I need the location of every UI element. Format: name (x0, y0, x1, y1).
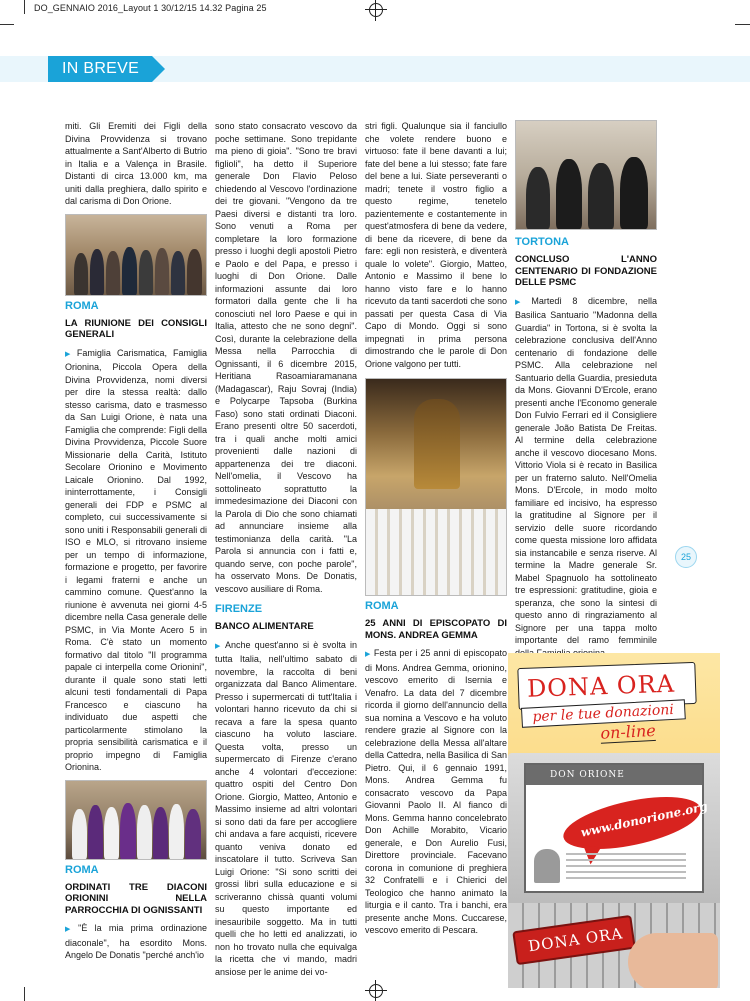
section-banner-label: IN BREVE (62, 60, 140, 77)
registration-mark-bottom (369, 984, 383, 998)
article5-location-tag: TORTONA (515, 236, 569, 248)
column-2 (215, 120, 357, 978)
crop-mark (735, 24, 750, 25)
article3-body: Anche quest'anno si è svolta in tutta Italia, nell'ultimo sabato di novembre, la raccolta di beni organizzata dal Banco Alimentare. Presso i supermercati di tutt'Italia i volontari hanno ricevuto da chi si recava a fare la spesa quanto ciascuno ha voluto lasciare. Questa volta, presso un supermercato di Firenze c'erano anche 4 volontari d'eccezione: quattro ospiti del Centro Don Orione. Giorgio, Matteo, Antonio e Massimo insieme ad altri volontari si sono dati da fare per accogliere chi andava a fare acquisti, ricevere quanto veniva donato ed inscatolare il tutto. Scriveva San Luigi Orione: "Si sono scritti dei grossi libri sulla educazione e si scriveranno chissà quanti volumi su questo importante ed inesauribile soggetto. Ma in tutti quelli che ho letti ed analizzati, io non ho trovato nulla che equivalga la ricetta che vi mando, madri ansiose per le anime dei vo- (215, 639, 357, 977)
bullet-icon: ▶ (515, 298, 529, 306)
advert-url: www.donorione.org (579, 799, 709, 840)
advert-subtitle-line1: per le tue donazioni (521, 699, 685, 728)
bullet-icon: ▶ (65, 350, 74, 358)
article3-headline: BANCO ALIMENTARE (215, 621, 314, 632)
article3-location-tag: FIRENZE (215, 603, 263, 615)
laptop-screen (524, 763, 709, 893)
donate-key[interactable] (512, 915, 636, 965)
advert-title: DONA ORA (526, 669, 676, 703)
hand-pressing-key (628, 933, 718, 988)
bullet-icon: ▶ (215, 642, 223, 650)
crop-mark (0, 24, 14, 25)
crop-mark (24, 987, 25, 1001)
advert-subtitle-line2: on-line (599, 720, 657, 743)
page-number: 25 (675, 546, 697, 568)
crop-mark (24, 0, 25, 14)
article4-body: Festa per i 25 anni di episcopato di Mons. Andrea Gemma, orionino, vescovo emerito di Isernia e Venafro. La data del 7 dicembre ricorda il giorno dell'annuncio della sua nomina a Vescovo e ha voluto rendere grazie al Signore con la celebrazione della Messa all'altare della Cattedra, nella Basilica di San Pietro. Qui, il 6 gennaio 1991, Mons. Andrea Gemma fu consacrato vescovo da Papa Giovanni Paolo II. Al fianco di Mons. Gemma hanno concelebrato Don Achille Morabito, Vicario generale, e Don Aurelio Fusi, Direttore provinciale. Facevano corona in comunione di preghiera 32 Confratelli e i Chierici del Teologico che hanno animato la liturgia e il canto. Tra i banchi, era presente anche Mons. Cuccarese, vescovo emerito di Pescara. (365, 648, 507, 935)
article2-location-tag: ROMA (65, 863, 99, 876)
photo-council-group (65, 214, 207, 296)
photo-deacons-ordination (65, 780, 207, 860)
col1-intro-text: miti. Gli Eremiti dei Figli della Divina Provvidenza si trovano attualmente a Sant'Alberto di Butrio in Italia e a Valença in Brasile. Distanti di circa 13.000 km, ma uniti dalla preghiera, dallo spirito e dal carisma di Don Orione. (65, 121, 207, 206)
donate-key-label: DONA ORA (527, 924, 625, 956)
column-1 (65, 120, 207, 962)
column-3 (365, 120, 507, 937)
url-speech-bubble (559, 787, 709, 859)
article1-body: Famiglia Carismatica, Famiglia Orionina, Piccola Opera della Divina Provvidenza, nomi diversi per dire la stessa realtà: dallo stesso carisma, dato e trasmesso da San Luigi Orione, è nata una Famiglia che comprende: Figli della Divina Provvidenza, Piccole Suore Missionarie della Carità, Istituto Secolare Orionino e Movimento Laicale Orionino. Dal 1992, ininterrottamente, i Consigli generali dei FDP e PSMC al completo, cui successivamente si sono uniti i Responsabili generali di ISO e MLO, si ritrovano insieme per un tempo di informazione, formazione e progetto, per favorire i legami fraterni e anche un cammino comune. Quest'anno la riunione è avvenuta nei giorni 4-5 dicembre nella Casa generale delle PSMC, in Via Monte Acero 5 in Roma. C'è stato un momento formativo dal titolo "Il programma papale ci interpella come Orionini", durante il quale sono stati letti alcuni testi fondamentali di Papa Francesco e ciascuno ha individuato due aspetti che particolarmente stimolano la propria sensibilità carismatica e il proprio impegno di Famiglia Orionina. (65, 347, 208, 772)
bullet-icon: ▶ (365, 651, 371, 658)
col3-continuation-text: stri figli. Qualunque sia il fanciullo che volete rendere buono e virtuoso: fate il bene davanti a lui; fate del bene a lui stesso; fate fare del bene a lui. Siate perseveranti o madri; tenete il vostro figlio a questo regime, tenetelo pazientemente e costantemente in quest'atmosfera di bene da vedere, di bene da ricevere, di bene da fare: egli non resisterà, e diventerà quale lo volete". Giorgio, Matteo, Antonio e Massimo il bene lo hanno visto fare e lo hanno ricevuto da tanti sacerdoti che sono passati per questa Casa di Via Capo di Mondo. Oggi si sono impegnati in prima persona dimostrando che le parole di Don Orione valgono per tutti. (365, 121, 507, 369)
text-lines (566, 853, 686, 883)
photo-tortona-clergy (515, 120, 657, 230)
laptop-illustration (508, 753, 720, 988)
donation-advert[interactable] (508, 653, 720, 988)
column-4 (515, 120, 657, 659)
website-logo: DON ORIONE (550, 770, 625, 780)
col2-continuation-text: sono stato consacrato vescovo da poche settimane. Sono trepidante ma pieno di gioia". "Sono tre bravi figlioli", ha detto il Superiore generale Don Flavio Peloso chiedendo al Vescovo l'ordinazione dei tre giovani. "Vengono da tre Paesi diversi e distanti tra loro. Sono venuti a Roma per completare la loro formazione presso i luoghi degli apostoli Pietro e Paolo e del Papa, e presso i luoghi di Don Orione. Dalle informazioni assunte dai loro formatori dalla gente che li ha conosciuti nel loro Paese e qui in Italia, attesto che ne sono degni". Così, durante la celebrazione della Messa nella Parrocchia di Ognissanti, il 6 dicembre 2015, Heritiana Rasoamiaramanana (Madagascar), Raju Sovraj (India) e Polycarpe Tapsoba (Burkina Faso) sono stati ordinati Diaconi. Erano presenti oltre 50 sacerdoti, tra i quali anche molti amici provenienti dalle nazioni di appartenenza dei tre diaconi. Nell'omelia, il Vescovo ha sottolineato soprattutto la immedesimazione dei Diaconi con la Parola di Dio che sono chiamati ad annunciare insieme alla testimonianza della carità. "La Parola si annuncia con i fatti e, quando serve, con poche parole", ha osservato Mons. De Donatis, vescovo ausiliare di Roma. (215, 121, 357, 594)
article5-body: Martedì 8 dicembre, nella Basilica Santuario "Madonna della Guardia" in Tortona, si è svolta la celebrazione conclusiva dell'Anno centenario di fondazione delle PSMC. Alla celebrazione nel Santuario della Guardia, presieduta da Mons. Giovanni D'Ercole, erano presenti anche l'Economo generale Don Fulvio Ferrari ed il Consigliere generale João Batista De Freitas. Al termine della celebrazione anche il vescovo diocesano Mons. Vittorio Viola si è recato in Basilica per un fraterno saluto. Nell'Omelia Mons. D'Ercole, in modo molto familiare ed incisivo, ha espresso la gratitudine al Signore per il servizio delle suore ricordando come questa missione loro affidata sia instancabile e senza riserve. Al termine la Madre generale Sr. Mabel Spagnuolo ha sottolineato tre espressioni: gratitudine, gioia e speranza, che sono la sintesi di questo anno di ringraziamento al Signore per una tappa molto importante del ramo femminile (515, 295, 657, 645)
article2-body: "È la mia prima ordinazione diaconale", ha esordito Mons. Angelo De Donatis "perché anch'io (65, 923, 207, 960)
website-header (526, 765, 702, 785)
photo-basilica-mass (365, 378, 507, 596)
article1-headline: LA RIUNIONE DEI CONSIGLI GENERALI (65, 317, 207, 340)
article4-location-tag: ROMA (365, 600, 399, 612)
altar-baldachin (414, 399, 460, 489)
article4-headline: 25 ANNI DI EPISCOPATO DI MONS. ANDREA GEMMA (365, 618, 507, 641)
article2-headline: ORDINATI TRE DIACONI ORIONINI NELLA PARROCCHIA DI OGNISSANTI (65, 881, 207, 916)
section-banner (0, 56, 750, 82)
advert-subtitle (521, 698, 708, 752)
print-slug: DO_GENNAIO 2016_Layout 1 30/12/15 14.32 Pagina 25 (34, 3, 267, 13)
registration-mark-top (369, 3, 383, 17)
bullet-icon: ▶ (65, 926, 76, 933)
keyboard (508, 903, 720, 988)
article5-headline: CONCLUSO L'ANNO CENTENARIO DI FONDAZIONE DELLE PSMC (515, 254, 657, 288)
article1-location-tag: ROMA (65, 299, 99, 312)
portrait-icon (534, 849, 560, 883)
